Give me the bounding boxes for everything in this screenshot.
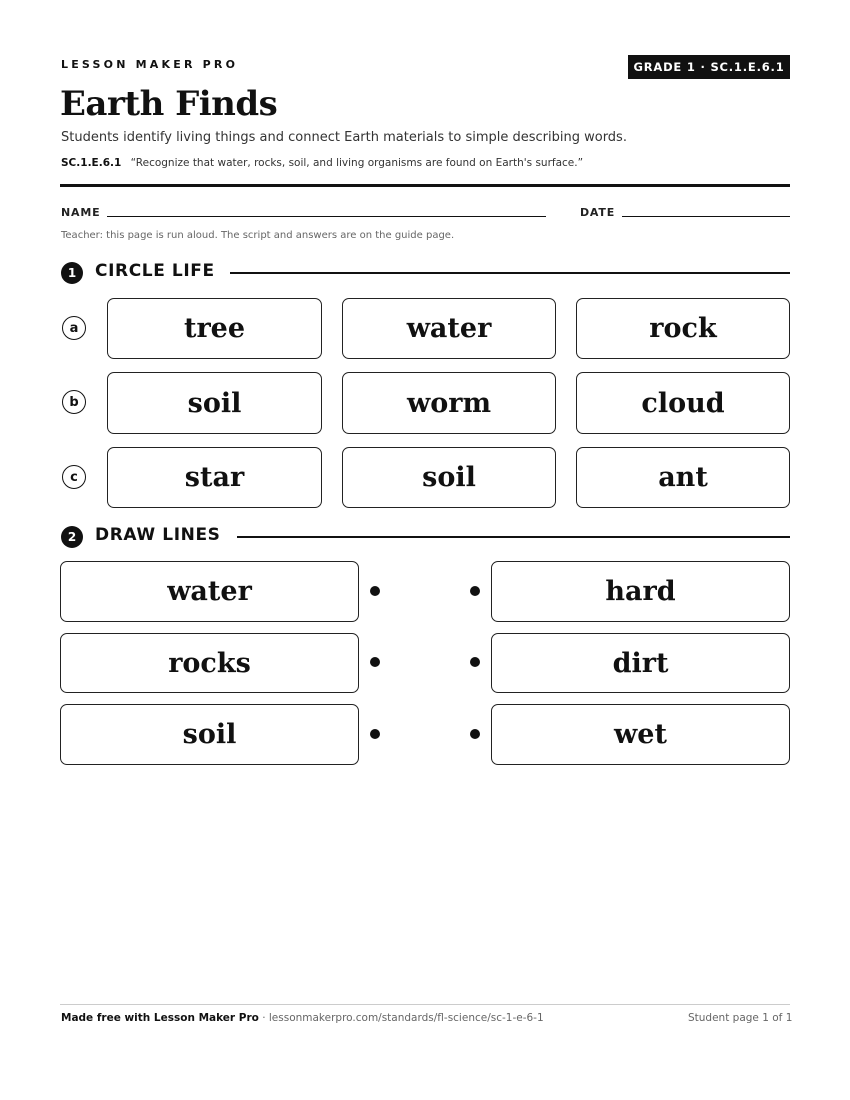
footer-credit: [61, 1012, 544, 1024]
row-letter-a: a: [62, 316, 86, 340]
teacher-note: Teacher: this page is run aloud. The script and answers are on the guide page.: [61, 230, 455, 241]
footer-url[interactable]: lessonmakerpro.com/standards/fl-science/sc-1-e-6-1: [268, 1012, 544, 1024]
standard-text: “Recognize that water, rocks, soil, and living organisms are found on Earth's surface.”: [130, 157, 584, 169]
section-1-rule: [230, 272, 790, 274]
match-left-3[interactable]: soil: [60, 704, 359, 765]
match-left-dot-3[interactable]: [370, 729, 380, 739]
section-2-rule: [237, 536, 790, 538]
standard-code: SC.1.E.6.1: [61, 157, 122, 169]
grade-badge: GRADE 1 · SC.1.E.6.1: [628, 55, 790, 79]
circle-word-c-2[interactable]: soil: [342, 447, 556, 508]
brand-name: LESSON MAKER PRO: [61, 58, 239, 71]
row-letter-c: c: [62, 465, 86, 489]
circle-word-b-2[interactable]: worm: [342, 372, 556, 434]
circle-word-a-1[interactable]: tree: [107, 298, 322, 359]
section-2-number: 2: [61, 526, 83, 548]
footer-separator: ·: [258, 1012, 269, 1024]
name-label: NAME: [61, 206, 101, 219]
header-divider: [60, 184, 790, 187]
section-1-title: CIRCLE LIFE: [95, 261, 215, 281]
standard-line: [61, 157, 583, 169]
worksheet-subtitle: Students identify living things and connect Earth materials to simple describing words.: [61, 130, 627, 145]
section-2-title: DRAW LINES: [95, 525, 221, 545]
match-left-dot-2[interactable]: [370, 657, 380, 667]
circle-word-c-1[interactable]: star: [107, 447, 322, 508]
match-right-dot-1[interactable]: [470, 586, 480, 596]
footer-page-number: Student page 1 of 1: [688, 1012, 793, 1024]
date-label: DATE: [580, 206, 616, 219]
row-letter-b: b: [62, 390, 86, 414]
worksheet-title: Earth Finds: [60, 84, 278, 124]
match-left-1[interactable]: water: [60, 561, 359, 622]
circle-word-b-3[interactable]: cloud: [576, 372, 790, 434]
name-field[interactable]: [107, 216, 546, 217]
match-right-1[interactable]: hard: [491, 561, 790, 622]
circle-word-a-2[interactable]: water: [342, 298, 556, 359]
circle-word-c-3[interactable]: ant: [576, 447, 790, 508]
circle-word-b-1[interactable]: soil: [107, 372, 322, 434]
date-field[interactable]: [622, 216, 790, 217]
footer-divider: [60, 1004, 790, 1005]
circle-word-a-3[interactable]: rock: [576, 298, 790, 359]
match-right-dot-3[interactable]: [470, 729, 480, 739]
match-left-dot-1[interactable]: [370, 586, 380, 596]
footer-made-by: Made free with Lesson Maker Pro: [61, 1012, 259, 1024]
match-right-2[interactable]: dirt: [491, 633, 790, 693]
section-1-number: 1: [61, 262, 83, 284]
match-right-3[interactable]: wet: [491, 704, 790, 765]
match-left-2[interactable]: rocks: [60, 633, 359, 693]
match-right-dot-2[interactable]: [470, 657, 480, 667]
